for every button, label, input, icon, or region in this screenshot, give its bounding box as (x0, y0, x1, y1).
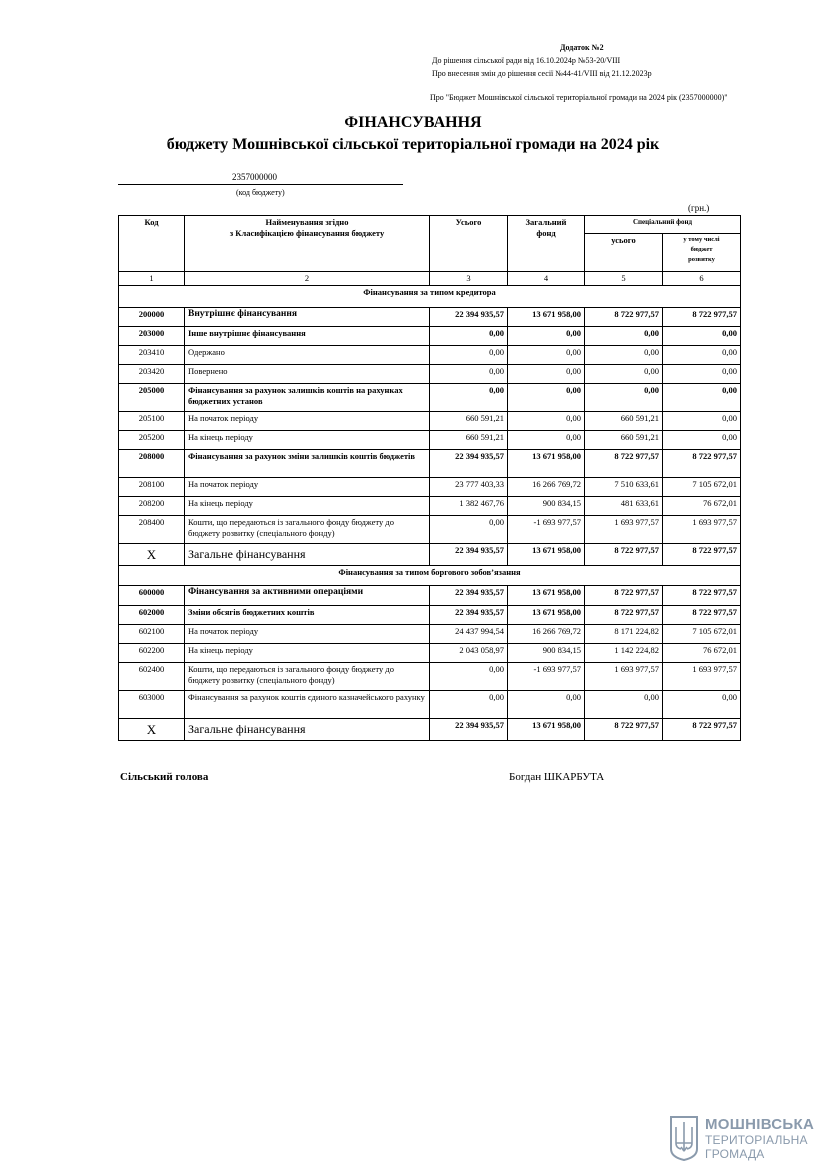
table-row: 602200 На кінець періоду 2 043 058,97 900 834,15 1 142 224,82 76 672,01 (119, 644, 741, 663)
logo-subtitle-2: ГРОМАДА (705, 1147, 765, 1161)
table-row: 602400 Кошти, що передаються із загального фонду бюджету до бюджету розвитку (спеціального фонду) 0,00 -1 693 977,57 1 693 977,57 1 693 977,57 (119, 663, 741, 691)
trident-icon (668, 1115, 700, 1161)
table-row: 602000 Зміни обсягів бюджетних коштів 22 394 935,57 13 671 958,00 8 722 977,57 8 722 977,57 (119, 606, 741, 625)
table-row: 208400 Кошти, що передаються із загального фонду бюджету до бюджету розвитку (спеціального фонду) 0,00 -1 693 977,57 1 693 977,57 1 693 977,57 (119, 516, 741, 544)
total-row: X Загальне фінансування 22 394 935,57 13 671 958,00 8 722 977,57 8 722 977,57 (119, 719, 741, 741)
budget-code-underline (118, 184, 403, 185)
table-row: 203000 Інше внутрішнє фінансування 0,00 0,00 0,00 0,00 (119, 327, 741, 346)
table-row: 205000 Фінансування за рахунок залишків коштів на рахунках бюджетних установ 0,00 0,00 0,00 0,00 (119, 384, 741, 412)
table-row: 205200 На кінець періоду 660 591,21 0,00 660 591,21 0,00 (119, 431, 741, 450)
table-row: 208100 На початок періоду 23 777 403,33 16 266 769,72 7 510 633,61 7 105 672,01 (119, 478, 741, 497)
appendix-label: Додаток №2 (560, 43, 604, 52)
logo-title: МОШНІВСЬКА (705, 1116, 815, 1133)
col-header-code: Код (119, 216, 185, 272)
table-row: 205100 На початок періоду 660 591,21 0,00 660 591,21 0,00 (119, 412, 741, 431)
signature-position: Сільський голова (120, 771, 209, 783)
table-row: 602100 На початок періоду 24 437 994,54 16 266 769,72 8 171 224,82 7 105 672,01 (119, 625, 741, 644)
table-row: 208000 Фінансування за рахунок зміни залишків коштів бюджетів 22 394 935,57 13 671 958,00 8 722 977,57 8 722 977,57 (119, 450, 741, 478)
section-header-debt: Фінансування за типом боргового зобов’язання (119, 566, 741, 586)
col-header-name: Найменування згідно з Класифікацією фінансування бюджету (185, 216, 430, 272)
table-row: 203410 Одержано 0,00 0,00 0,00 0,00 (119, 346, 741, 365)
amendment-line: Про внесення змін до рішення сесії №44-41/VIII від 21.12.2023р (432, 69, 652, 78)
table-row: 200000 Внутрішнє фінансування 22 394 935,57 13 671 958,00 8 722 977,57 8 722 977,57 (119, 308, 741, 327)
currency-label: (грн.) (688, 203, 710, 213)
budget-code: 2357000000 (232, 172, 277, 182)
total-row: X Загальне фінансування 22 394 935,57 13 671 958,00 8 722 977,57 8 722 977,57 (119, 544, 741, 566)
page-title: ФІНАНСУВАННЯ (344, 114, 482, 131)
column-numbers-row: 1 2 3 4 5 6 (119, 272, 741, 286)
table-row: 208200 На кінець періоду 1 382 467,76 900 834,15 481 633,61 76 672,01 (119, 497, 741, 516)
financing-table (118, 215, 741, 741)
section-header-creditor: Фінансування за типом кредитора (119, 286, 741, 308)
logo-subtitle-1: ТЕРИТОРІАЛЬНА (705, 1133, 808, 1147)
col-header-special-total: усього (585, 234, 663, 272)
budget-code-caption: (код бюджету) (236, 188, 285, 197)
signature-name: Богдан ШКАРБУТА (509, 771, 605, 783)
col-header-total: Усього (430, 216, 508, 272)
table-row: 203420 Повернено 0,00 0,00 0,00 0,00 (119, 365, 741, 384)
page-subtitle: бюджету Мошнівської сільської територіальної громади на 2024 рік (166, 136, 660, 153)
col-header-special: Спеціальний фонд (585, 216, 741, 234)
table-row: 600000 Фінансування за активними операціями 22 394 935,57 13 671 958,00 8 722 977,57 8 722 977,57 (119, 586, 741, 606)
budget-reference-line: Про "Бюджет Мошнівської сільської територіальної громади на 2024 рік (2357000000)" (430, 93, 728, 102)
table-row: 603000 Фінансування за рахунок коштів єдиного казначейського рахунку 0,00 0,00 0,00 0,00 (119, 691, 741, 719)
col-header-general: Загальний фонд (508, 216, 585, 272)
decision-line: До рішення сільської ради від 16.10.2024р №53-20/VIII (432, 56, 621, 65)
col-header-development: у тому числі бюджет розвитку (663, 234, 741, 272)
